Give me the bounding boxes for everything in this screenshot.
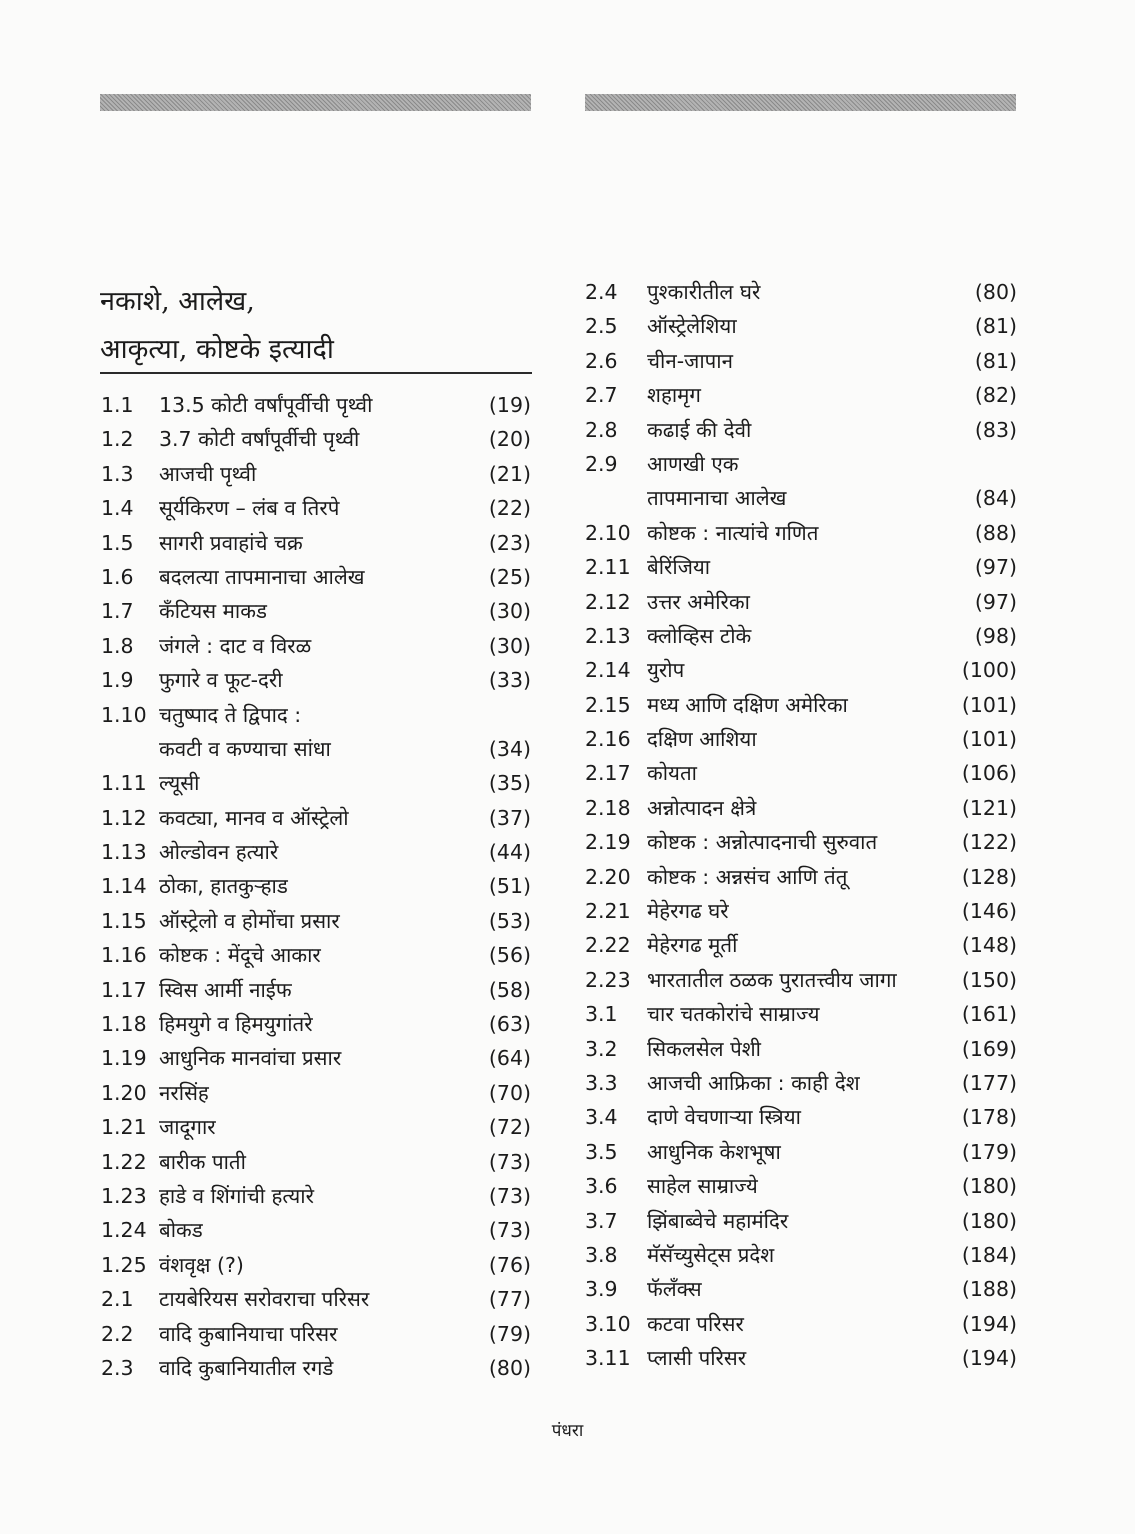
header-band-right xyxy=(585,94,1016,111)
toc-entry xyxy=(585,1272,1017,1306)
toc-entry xyxy=(585,1032,1017,1066)
entry-title: साहेल साम्राज्ये xyxy=(647,1174,758,1199)
entry-number: 2.9 xyxy=(585,451,618,476)
entry-number: 2.12 xyxy=(585,589,631,614)
entry-page: (73) xyxy=(488,1183,531,1208)
entry-title: बेरिंजिया xyxy=(647,555,711,580)
entry-title: आजची आफ्रिका : काही देश xyxy=(647,1070,860,1095)
toc-entry xyxy=(585,516,1017,550)
entry-title: ऑस्ट्रेलेशिया xyxy=(647,314,737,339)
entry-title: झिंबाब्वेचे महामंदिर xyxy=(647,1208,789,1233)
entry-page: (80) xyxy=(488,1355,531,1380)
entry-title: आजची पृथ्वी xyxy=(159,461,257,486)
toc-entry xyxy=(101,491,531,525)
entry-number: 1.15 xyxy=(101,908,147,933)
entry-page: (30) xyxy=(488,633,531,658)
entry-title: ऑस्ट्रेलो व होमोंचा प्रसार xyxy=(159,908,340,933)
entry-title: पुश्कारीतील घरे xyxy=(647,280,761,304)
entry-number: 2.10 xyxy=(585,520,631,545)
toc-entry xyxy=(101,1282,531,1316)
toc-entry xyxy=(585,791,1017,825)
entry-number: 1.22 xyxy=(101,1149,147,1174)
entry-title: भारतातील ठळक पुरातत्त्वीय जागा xyxy=(647,967,897,992)
entry-title: ठोका, हातकुऱ्हाड xyxy=(159,874,288,899)
entry-title: हाडे व शिंगांची हत्यारे xyxy=(159,1183,314,1208)
entry-title: जादूगार xyxy=(159,1115,216,1140)
entry-number: 2.1 xyxy=(101,1287,134,1312)
heading-line-2: आकृत्या, कोष्टके इत्यादी xyxy=(100,334,334,365)
entry-page: (37) xyxy=(488,805,531,830)
entry-title: वादि कुबानियाचा परिसर xyxy=(159,1321,338,1346)
toc-entry xyxy=(585,1100,1017,1134)
entry-title: हिमयुगे व हिमयुगांतरे xyxy=(159,1012,313,1037)
toc-entry xyxy=(101,732,531,766)
toc-entry xyxy=(101,1213,531,1247)
entry-number: 1.24 xyxy=(101,1218,147,1243)
entry-title: चार चतकोरांचे साम्राज्य xyxy=(647,1002,820,1027)
entry-number: 2.22 xyxy=(585,933,631,958)
entry-number: 1.7 xyxy=(101,599,134,624)
toc-entry xyxy=(101,1076,531,1110)
toc-entry xyxy=(585,722,1017,756)
toc-entry xyxy=(585,619,1017,653)
entry-page: (128) xyxy=(961,864,1017,889)
entry-page: (122) xyxy=(961,830,1017,855)
entry-title: आणखी एक xyxy=(647,451,739,476)
entry-page: (150) xyxy=(961,967,1017,992)
entry-number: 1.2 xyxy=(101,427,134,452)
entry-page: (180) xyxy=(961,1174,1017,1199)
entry-number: 3.8 xyxy=(585,1242,618,1267)
toc-entry xyxy=(101,766,531,800)
toc-entry xyxy=(585,928,1017,962)
entry-title: कवट्या, मानव व ऑस्ट्रेलो xyxy=(159,805,349,830)
toc-entry xyxy=(101,1145,531,1179)
entry-page: (34) xyxy=(488,736,531,761)
entry-number: 1.19 xyxy=(101,1046,147,1071)
entry-page: (148) xyxy=(961,933,1017,958)
toc-entry xyxy=(585,1341,1017,1375)
entry-page: (35) xyxy=(488,771,531,796)
entry-number: 2.21 xyxy=(585,899,631,924)
entry-page: (84) xyxy=(974,486,1017,511)
entry-page: (180) xyxy=(961,1208,1017,1233)
toc-entry xyxy=(585,1307,1017,1341)
entry-page: (21) xyxy=(488,461,531,486)
entry-title: 3.7 कोटी वर्षांपूर्वीची पृथ्वी xyxy=(159,427,360,452)
toc-entry xyxy=(101,835,531,869)
toc-entry xyxy=(101,1248,531,1282)
entry-title: सूर्यकिरण – लंब व तिरपे xyxy=(159,496,340,521)
toc-entry xyxy=(585,447,1017,481)
entry-title: उत्तर अमेरिका xyxy=(647,589,750,614)
entry-page: (63) xyxy=(488,1012,531,1037)
entry-number: 1.23 xyxy=(101,1183,147,1208)
entry-title: प्लासी परिसर xyxy=(647,1346,747,1371)
entry-number: 2.11 xyxy=(585,555,631,580)
entry-title: स्विस आर्मी नाईफ xyxy=(159,977,292,1002)
entry-number: 3.11 xyxy=(585,1346,631,1371)
toc-entry xyxy=(585,1204,1017,1238)
entry-number: 2.13 xyxy=(585,623,631,648)
toc-entry xyxy=(101,594,531,628)
toc-entry xyxy=(101,388,531,422)
entry-number: 1.5 xyxy=(101,530,134,555)
entry-number: 2.8 xyxy=(585,417,618,442)
entry-page: (80) xyxy=(974,280,1017,304)
entry-number: 3.9 xyxy=(585,1277,618,1302)
entry-page: (100) xyxy=(961,658,1017,683)
entry-title: नरसिंह xyxy=(159,1080,209,1105)
toc-entry xyxy=(585,825,1017,859)
toc-entry xyxy=(585,997,1017,1031)
entry-number: 1.25 xyxy=(101,1252,147,1277)
entry-page: (194) xyxy=(961,1346,1017,1371)
entry-number: 3.3 xyxy=(585,1070,618,1095)
toc-entry xyxy=(585,413,1017,447)
entry-page: (72) xyxy=(488,1115,531,1140)
entry-number: 1.14 xyxy=(101,874,147,899)
entry-title: ल्यूसी xyxy=(159,771,200,796)
toc-entry xyxy=(101,457,531,491)
entry-page: (79) xyxy=(488,1321,531,1346)
entry-page: (194) xyxy=(961,1311,1017,1336)
toc-entry xyxy=(101,973,531,1007)
entry-page: (101) xyxy=(961,727,1017,752)
entry-number: 1.10 xyxy=(101,702,147,727)
entry-number: 3.10 xyxy=(585,1311,631,1336)
entry-page: (178) xyxy=(961,1105,1017,1130)
entry-page: (20) xyxy=(488,427,531,452)
entry-number: 2.14 xyxy=(585,658,631,683)
entry-title: कटवा परिसर xyxy=(647,1311,744,1336)
entry-page: (19) xyxy=(488,393,531,417)
entry-number: 1.18 xyxy=(101,1012,147,1037)
entry-title: शहामृग xyxy=(647,383,701,408)
entry-title: मेहेरगढ घरे xyxy=(647,899,729,924)
entry-title: तापमानाचा आलेख xyxy=(647,486,787,511)
heading-line-1: नकाशे, आलेख, xyxy=(100,286,255,317)
entry-title: कढाई की देवी xyxy=(647,417,752,442)
entry-title: चतुष्पाद ते द्विपाद : xyxy=(159,702,302,727)
entry-page: (33) xyxy=(488,668,531,693)
entry-number: 2.19 xyxy=(585,830,631,855)
entry-page: (70) xyxy=(488,1080,531,1105)
toc-entry xyxy=(101,1317,531,1351)
toc-entry xyxy=(585,963,1017,997)
entry-number: 2.16 xyxy=(585,727,631,752)
entry-page: (22) xyxy=(488,496,531,521)
entry-number: 3.6 xyxy=(585,1174,618,1199)
entry-title: कोष्टक : अन्नोत्पादनाची सुरुवात xyxy=(647,830,878,855)
entry-page: (97) xyxy=(974,589,1017,614)
toc-entry xyxy=(585,1169,1017,1203)
entry-number: 3.7 xyxy=(585,1208,618,1233)
entry-title: वादि कुबानियातील रगडे xyxy=(159,1355,334,1380)
entry-title: कोष्टक : नात्यांचे गणित xyxy=(647,520,819,545)
toc-entry xyxy=(101,938,531,972)
entry-title: जंगले : दाट व विरळ xyxy=(159,633,312,658)
entry-page: (179) xyxy=(961,1139,1017,1164)
toc-entry xyxy=(101,1351,531,1385)
entry-title: मध्य आणि दक्षिण अमेरिका xyxy=(647,692,848,717)
entry-page: (161) xyxy=(961,1002,1017,1027)
entry-page: (169) xyxy=(961,1036,1017,1061)
entry-page: (25) xyxy=(488,564,531,589)
heading-underline xyxy=(100,372,532,374)
toc-entry xyxy=(101,526,531,560)
entry-title: कोयता xyxy=(647,761,697,786)
toc-entry xyxy=(101,1179,531,1213)
entry-number: 1.9 xyxy=(101,668,134,693)
entry-title: फुगारे व फूट-दरी xyxy=(159,668,283,693)
toc-entry xyxy=(585,756,1017,790)
entry-page: (188) xyxy=(961,1277,1017,1302)
toc-entry xyxy=(101,663,531,697)
toc-entry xyxy=(585,860,1017,894)
entry-number: 1.4 xyxy=(101,496,134,521)
entry-title: मॅसॅच्युसेट्स प्रदेश xyxy=(647,1242,775,1267)
entry-number: 2.23 xyxy=(585,967,631,992)
entry-number: 2.15 xyxy=(585,692,631,717)
entry-page: (146) xyxy=(961,899,1017,924)
entry-number: 1.21 xyxy=(101,1115,147,1140)
toc-entry xyxy=(585,1135,1017,1169)
toc-left-column xyxy=(101,388,531,1385)
toc-entry xyxy=(585,894,1017,928)
toc-entry xyxy=(101,422,531,456)
entry-title: दाणे वेचणाऱ्या स्त्रिया xyxy=(647,1105,801,1130)
entry-page: (53) xyxy=(488,908,531,933)
entry-number: 1.12 xyxy=(101,805,147,830)
toc-entry xyxy=(585,585,1017,619)
entry-page: (44) xyxy=(488,840,531,865)
entry-title: दक्षिण आशिया xyxy=(647,727,757,752)
toc-entry xyxy=(585,481,1017,515)
entry-page: (121) xyxy=(961,795,1017,820)
entry-number: 3.4 xyxy=(585,1105,618,1130)
entry-title: बदलत्या तापमानाचा आलेख xyxy=(159,564,365,589)
entry-number: 1.6 xyxy=(101,564,134,589)
entry-number: 3.1 xyxy=(585,1002,618,1027)
entry-title: कोष्टक : अन्नसंच आणि तंतू xyxy=(647,864,848,889)
entry-title: सागरी प्रवाहांचे चक्र xyxy=(159,530,303,555)
toc-entry xyxy=(585,550,1017,584)
entry-page: (101) xyxy=(961,692,1017,717)
toc-entry xyxy=(101,1007,531,1041)
toc-entry xyxy=(101,904,531,938)
entry-number: 2.5 xyxy=(585,314,618,339)
toc-entry xyxy=(101,869,531,903)
entry-number: 1.1 xyxy=(101,393,134,417)
entry-page: (83) xyxy=(974,417,1017,442)
entry-title: अन्नोत्पादन क्षेत्रे xyxy=(647,795,757,820)
entry-title: आधुनिक मानवांचा प्रसार xyxy=(159,1046,342,1071)
entry-title: कवटी व कण्याचा सांधा xyxy=(159,736,331,761)
entry-page: (98) xyxy=(974,623,1017,648)
entry-title: फॅलँक्स xyxy=(647,1277,702,1302)
entry-title: कोष्टक : मेंदूचे आकार xyxy=(159,943,321,968)
entry-page: (77) xyxy=(488,1287,531,1312)
page-number: पंधरा xyxy=(551,1421,584,1441)
entry-number: 2.4 xyxy=(585,280,618,304)
toc-entry xyxy=(101,801,531,835)
entry-page: (82) xyxy=(974,383,1017,408)
entry-page: (81) xyxy=(974,314,1017,339)
entry-number: 1.13 xyxy=(101,840,147,865)
entry-number: 1.20 xyxy=(101,1080,147,1105)
entry-number: 2.20 xyxy=(585,864,631,889)
toc-entry xyxy=(585,1238,1017,1272)
entry-page: (73) xyxy=(488,1149,531,1174)
entry-number: 2.6 xyxy=(585,348,618,373)
toc-entry xyxy=(585,1066,1017,1100)
entry-number: 1.8 xyxy=(101,633,134,658)
entry-number: 2.2 xyxy=(101,1321,134,1346)
toc-entry xyxy=(585,344,1017,378)
toc-entry xyxy=(585,653,1017,687)
toc-entry xyxy=(585,309,1017,343)
entry-number: 2.18 xyxy=(585,795,631,820)
entry-title: मेहेरगढ मूर्ती xyxy=(647,933,738,958)
entry-page: (73) xyxy=(488,1218,531,1243)
entry-number: 2.3 xyxy=(101,1355,134,1380)
entry-title: ओल्डोवन हत्यारे xyxy=(159,840,279,865)
entry-number: 2.17 xyxy=(585,761,631,786)
toc-entry xyxy=(585,378,1017,412)
entry-page: (88) xyxy=(974,520,1017,545)
entry-number: 1.11 xyxy=(101,771,147,796)
entry-title: टायबेरियस सरोवराचा परिसर xyxy=(159,1287,370,1312)
entry-title: चीन-जापान xyxy=(647,348,733,373)
entry-page: (106) xyxy=(961,761,1017,786)
entry-page: (76) xyxy=(488,1252,531,1277)
toc-entry xyxy=(101,560,531,594)
entry-title: क्लोव्हिस टोके xyxy=(647,623,752,648)
entry-number: 1.16 xyxy=(101,943,147,968)
entry-number: 3.2 xyxy=(585,1036,618,1061)
entry-title: बारीक पाती xyxy=(159,1149,246,1174)
toc-right-column xyxy=(585,275,1017,1376)
entry-page: (58) xyxy=(488,977,531,1002)
entry-page: (177) xyxy=(961,1070,1017,1095)
header-band-left xyxy=(100,94,531,111)
entry-page: (51) xyxy=(488,874,531,899)
entry-number: 1.3 xyxy=(101,461,134,486)
entry-title: सिकलसेल पेशी xyxy=(647,1036,761,1061)
entry-page: (56) xyxy=(488,943,531,968)
toc-entry xyxy=(101,629,531,663)
toc-entry xyxy=(101,1041,531,1075)
entry-page: (184) xyxy=(961,1242,1017,1267)
toc-entry xyxy=(101,1110,531,1144)
entry-number: 3.5 xyxy=(585,1139,618,1164)
entry-page: (97) xyxy=(974,555,1017,580)
toc-entry xyxy=(101,698,531,732)
entry-title: वंशवृक्ष (?) xyxy=(159,1252,244,1277)
entry-title: बोकड xyxy=(159,1218,203,1243)
entry-title: युरोप xyxy=(647,658,685,683)
entry-page: (23) xyxy=(488,530,531,555)
entry-page: (30) xyxy=(488,599,531,624)
entry-page: (64) xyxy=(488,1046,531,1071)
entry-title: 13.5 कोटी वर्षांपूर्वीची पृथ्वी xyxy=(159,393,373,417)
toc-entry xyxy=(585,275,1017,309)
entry-title: कँटियस माकड xyxy=(159,599,267,624)
section-heading xyxy=(100,278,532,374)
entry-number: 2.7 xyxy=(585,383,618,408)
entry-page: (81) xyxy=(974,348,1017,373)
entry-number: 1.17 xyxy=(101,977,147,1002)
entry-title: आधुनिक केशभूषा xyxy=(647,1139,781,1164)
toc-entry xyxy=(585,688,1017,722)
